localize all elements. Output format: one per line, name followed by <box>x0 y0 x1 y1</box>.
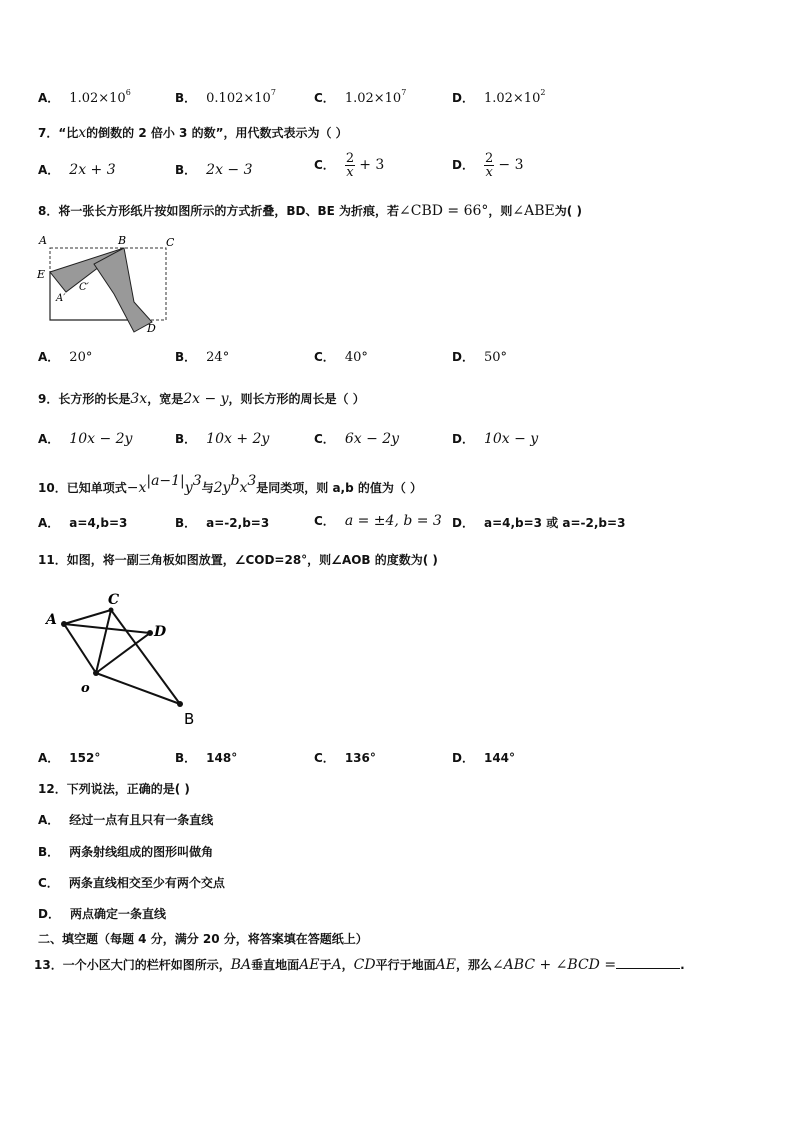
point-a <box>61 621 67 627</box>
label-c-prime: C′ <box>79 282 89 293</box>
label-d: D <box>154 624 167 640</box>
point-o <box>93 670 99 676</box>
q7-option-a: A． 2x + 3 <box>38 162 116 178</box>
folded-flap-cbd <box>94 248 152 332</box>
q12-option-a: A． 经过一点有且只有一条直线 <box>38 813 214 827</box>
fraction: $\frac{2}{x}$ <box>345 151 355 180</box>
q11-figure <box>38 584 208 730</box>
q10-option-d: D． a=4,b=3 或 a=-2,b=3 <box>452 516 626 530</box>
q7-option-d: D． $\frac{2}{x}$ − 3 <box>452 151 524 180</box>
q11-option-d: D． 144° <box>452 751 516 765</box>
label-c: C <box>166 236 174 249</box>
label-o: o <box>81 681 90 696</box>
q8-option-c: C． 40° <box>314 350 368 365</box>
q8-option-a: A． 20° <box>38 350 93 365</box>
label-d: D <box>147 322 156 335</box>
label-b: B <box>184 710 195 728</box>
q8-stem: 8．将一张长方形纸片按如图所示的方式折叠，BD、BE 为折痕，若∠CBD = 66°，则∠ABE为( ) <box>38 203 582 219</box>
q6-options-row <box>38 88 758 108</box>
q10-option-b: B． a=-2,b=3 <box>175 516 270 530</box>
q12-option-d: D． 两点确定一条直线 <box>38 907 166 921</box>
q11-stem: 11．如图，将一副三角板如图放置，∠COD=28°，则∠AOB 的度数为( ) <box>38 553 438 567</box>
q9-option-c: C． 6x − 2y <box>314 431 400 447</box>
q6-option-c: C． $1.02\times 10^7$ <box>314 88 407 106</box>
q7-option-b: B． 2x − 3 <box>175 162 253 178</box>
q8-options-row <box>38 348 758 368</box>
q6-option-d: D． $1.02\times 10^2$ <box>452 88 546 106</box>
q11-option-b: B． 148° <box>175 751 238 765</box>
q6-option-b: B． $0.102\times 10^7$ <box>175 88 276 106</box>
label-e: E <box>37 268 46 281</box>
q11-option-a: A． 152° <box>38 751 101 765</box>
segment-cb <box>111 610 180 704</box>
section-heading: 二、填空题（每题 4 分，满分 20 分，将答案填在答题纸上） <box>38 932 368 946</box>
q10-stem: 10．已知单项式$-x^{|a-1|}y^3$与$2y^bx^3$是同类项，则 a,b 的值为（ ） <box>38 473 423 496</box>
fraction: $\frac{2}{x}$ <box>484 151 494 180</box>
q8-option-b: B． 24° <box>175 350 230 365</box>
point-b <box>177 701 183 707</box>
q10-option-a: A． a=4,b=3 <box>38 516 128 530</box>
q9-options-row <box>38 430 758 450</box>
label-a: A <box>46 612 57 628</box>
q10-options-row <box>38 514 758 534</box>
q12-stem: 12．下列说法，正确的是( ) <box>38 782 190 796</box>
q9-option-d: D． 10x − y <box>452 431 539 447</box>
q12-option-b: B． 两条射线组成的图形叫做角 <box>38 845 214 859</box>
q11-options-row <box>38 749 758 769</box>
answer-blank[interactable] <box>616 956 680 969</box>
q7-options-row <box>38 152 758 192</box>
q7-option-c: C． $\frac{2}{x}$ + 3 <box>314 151 385 180</box>
q11-option-c: C． 136° <box>314 751 376 765</box>
q8-figure <box>34 232 174 336</box>
q7-stem: 7．“比x的倒数的 2 倍小 3 的数”，用代数式表示为（ ） <box>38 125 348 141</box>
segment-ac <box>64 610 111 624</box>
label-a: A <box>39 234 47 247</box>
point-c <box>109 608 114 613</box>
segment-ao <box>64 624 96 673</box>
label-c: C <box>108 592 120 608</box>
q9-stem: 9．长方形的长是3x，宽是2x − y，则长方形的周长是（ ） <box>38 391 365 407</box>
q10-option-c: C． a = ±4, b = 3 <box>314 513 442 529</box>
q9-option-a: A． 10x − 2y <box>38 431 133 447</box>
q12-option-c: C． 两条直线相交至少有两个交点 <box>38 876 225 890</box>
point-d <box>147 630 153 636</box>
q13-stem: 13．一个小区大门的栏杆如图所示，BA垂直地面AE于A，CD平行于地面AE，那么∠ABC + ∠BCD = . <box>34 957 685 973</box>
label-a-prime: A′ <box>56 293 66 304</box>
label-b: B <box>118 234 127 247</box>
q8-option-d: D． 50° <box>452 350 508 365</box>
q6-option-a: A． $1.02\times 10^6$ <box>38 88 131 106</box>
q9-option-b: B． 10x + 2y <box>175 431 270 447</box>
